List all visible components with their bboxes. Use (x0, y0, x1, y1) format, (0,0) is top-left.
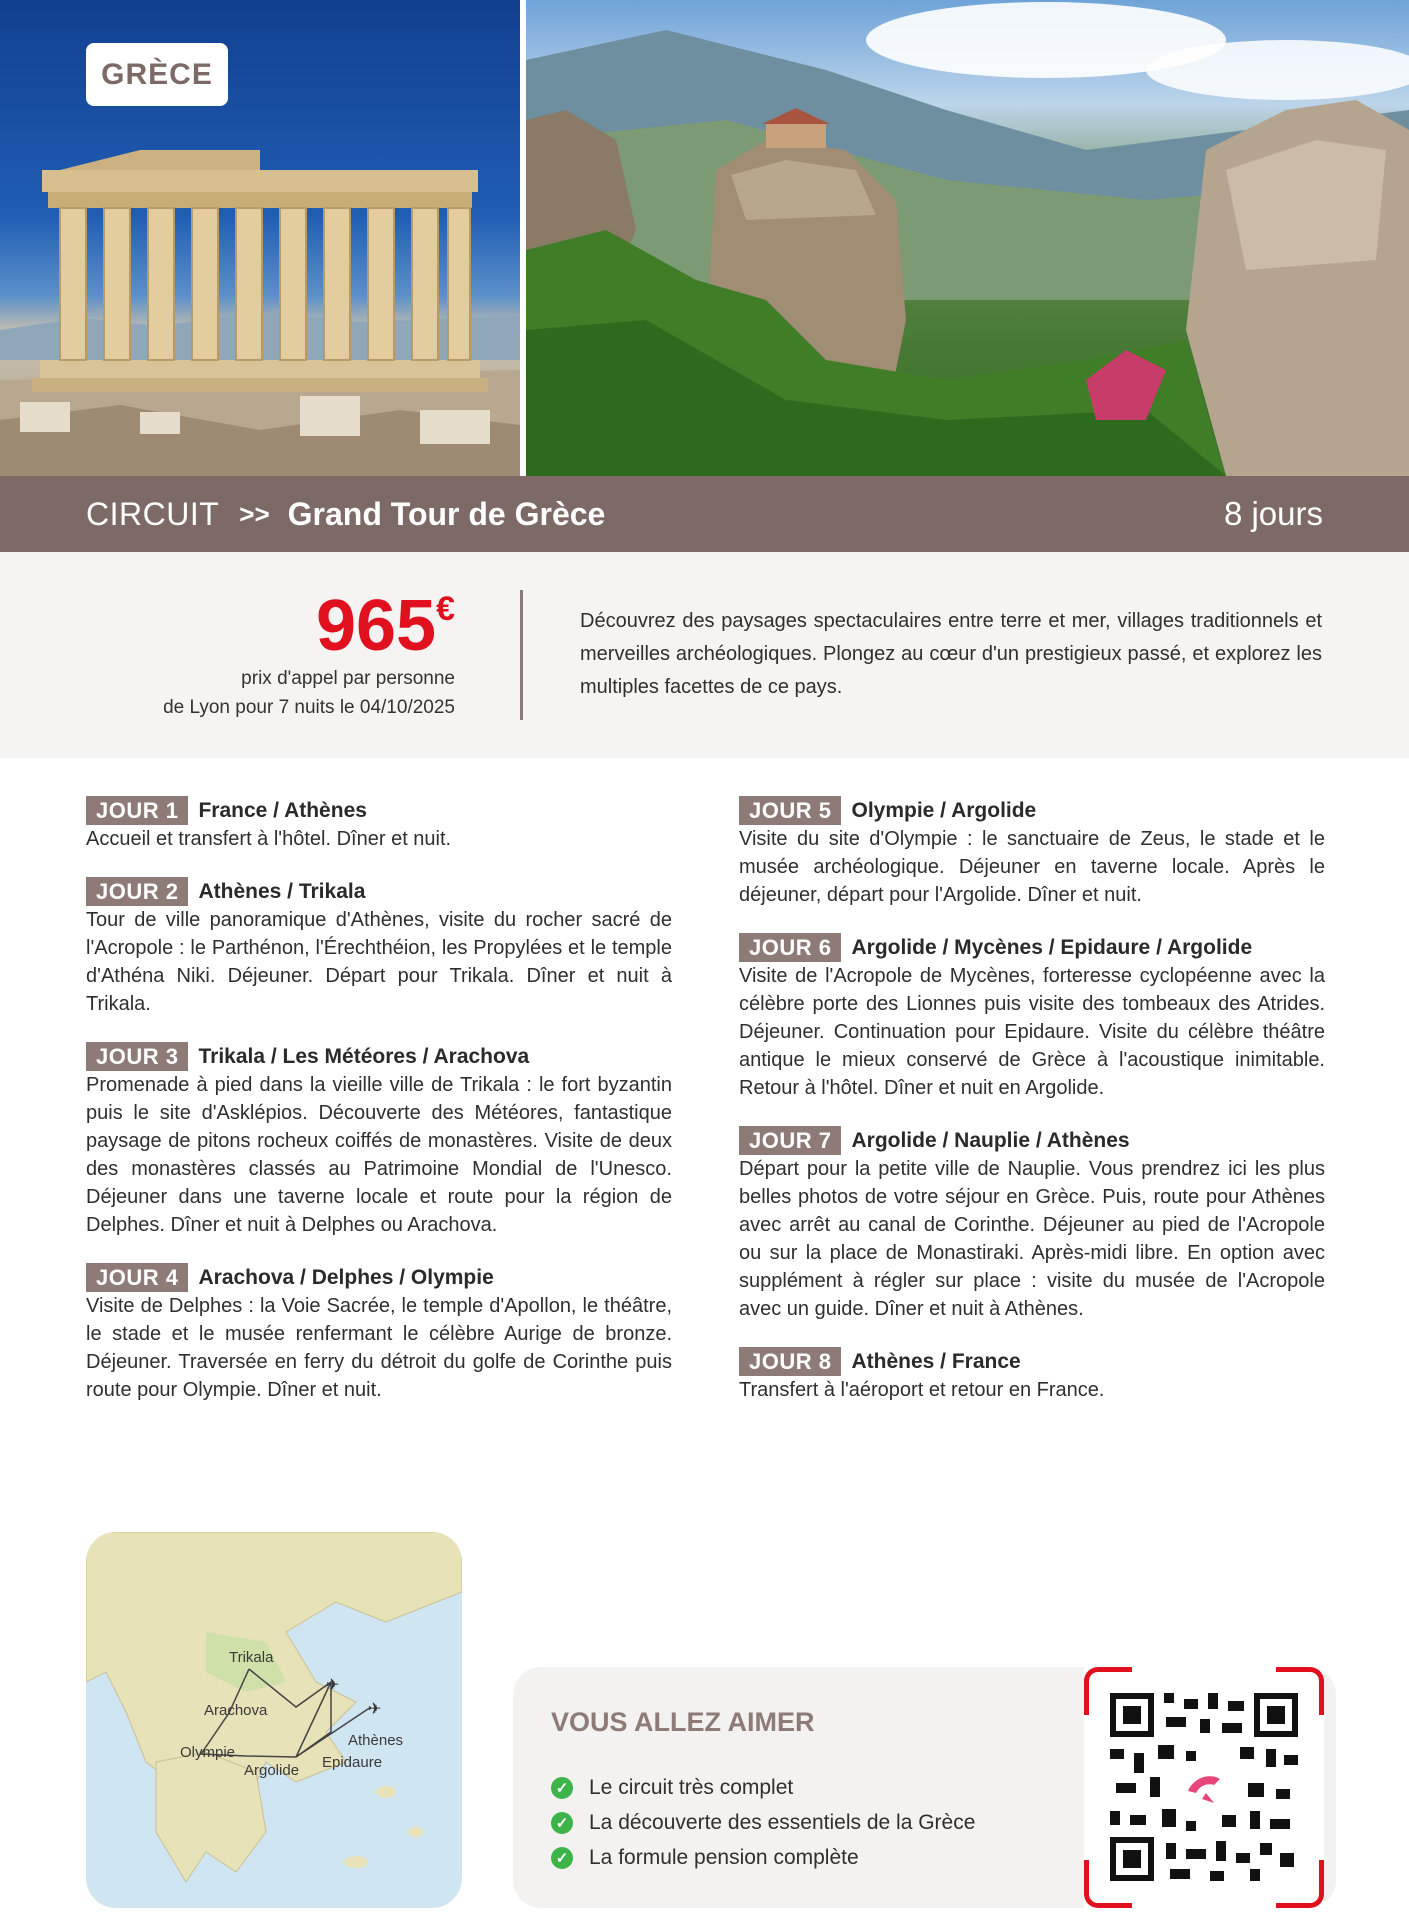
price-note-line1: prix d'appel par personne (241, 668, 455, 689)
meteora-illustration (526, 0, 1409, 476)
day-badge: JOUR 5 (739, 796, 841, 825)
day-3 (86, 1042, 672, 1239)
map-label-arachova: Arachova (204, 1702, 268, 1719)
day-badge: JOUR 2 (86, 877, 188, 906)
day-route: Trikala / Les Météores / Arachova (198, 1044, 530, 1068)
day-description: Visite de l'Acropole de Mycènes, forteresse cyclopéenne avec la célèbre porte des Lionnes puis visite des tombeaux des Atrides. Déjeuner. Continuation pour Epidaure. Visite du célèbre théâtre antique le mieux conservé de Grèce à l'acoustique inimitable. Retour à l'hôtel. Dîner et nuit en Argolide. (739, 965, 1325, 1099)
highlights-list (551, 1770, 975, 1875)
itinerary-left-column (86, 796, 672, 1428)
route-map (86, 1532, 462, 1908)
check-icon: ✓ (551, 1777, 573, 1799)
day-badge: JOUR 4 (86, 1263, 188, 1292)
check-icon: ✓ (551, 1812, 573, 1834)
title-band (0, 476, 1409, 552)
map-label-trikala: Trikala (229, 1649, 274, 1666)
day-7 (739, 1126, 1325, 1323)
day-badge: JOUR 1 (86, 796, 188, 825)
day-description: Promenade à pied dans la vieille ville de Trikala : le fort byzantin puis le site d'Asklépios. Découverte des Météores, fantastique paysage de pitons rocheux coiffés de monastères. Visite de deux des monastères classés au Patrimoine Mondial de l'Unesco. Déjeuner dans une taverne locale et route pour la région de Delphes. Dîner et nuit à Delphes ou Arachova. (86, 1074, 672, 1236)
list-item (551, 1840, 975, 1875)
day-description: Transfert à l'aéroport et retour en France. (739, 1379, 1105, 1401)
price-divider (520, 590, 523, 720)
meteora-photo (526, 0, 1409, 476)
day-8 (739, 1347, 1325, 1404)
map-label-athenes: Athènes (348, 1732, 404, 1749)
day-description: Tour de ville panoramique d'Athènes, visite du rocher sacré de l'Acropole : le Parthénon, l'Érechthéion, les Propylées et le temple d'Athéna Niki. Déjeuner. Départ pour Trikala. Dîner et nuit à Trikala. (86, 909, 672, 1015)
itinerary-right-column (739, 796, 1325, 1428)
tour-title: Grand Tour de Grèce (287, 495, 606, 532)
highlight-text: La découverte des essentiels de la Grèce (589, 1810, 976, 1834)
day-route: Athènes / Trikala (198, 879, 366, 903)
hero-photos (0, 0, 1409, 476)
map-label-epidaure: Epidaure (322, 1754, 383, 1771)
day-badge: JOUR 7 (739, 1126, 841, 1155)
day-route: Athènes / France (851, 1349, 1021, 1373)
day-description: Accueil et transfert à l'hôtel. Dîner et nuit. (86, 828, 452, 850)
list-item (551, 1805, 975, 1840)
day-4 (86, 1263, 672, 1404)
day-6 (739, 933, 1325, 1102)
tour-type: CIRCUIT (86, 495, 220, 532)
check-icon: ✓ (551, 1847, 573, 1869)
highlight-text: Le circuit très complet (589, 1775, 794, 1799)
svg-text:✈: ✈ (368, 1701, 382, 1718)
day-route: Argolide / Nauplie / Athènes (851, 1128, 1130, 1152)
tour-duration: 8 jours (1223, 495, 1323, 532)
price-note (163, 664, 455, 722)
highlights-title: VOUS ALLEZ AIMER (551, 1707, 815, 1737)
day-description: Visite du site d'Olympie : le sanctuaire de Zeus, le stade et le musée archéologique. Déjeuner en taverne locale. Après le déjeuner, départ pour l'Argolide. Dîner et nuit. (739, 828, 1325, 906)
day-badge: JOUR 6 (739, 933, 841, 962)
day-description: Visite de Delphes : la Voie Sacrée, le temple d'Apollon, le théâtre, le stade et le musée renfermant le célèbre Aurige de bronze. Déjeuner. Traversée en ferry du détroit du golfe de Corinthe puis route pour Olympie. Dîner et nuit. (86, 1295, 672, 1401)
parthenon-illustration (0, 0, 520, 476)
day-badge: JOUR 3 (86, 1042, 188, 1071)
price-note-line2: de Lyon pour 7 nuits le 04/10/2025 (163, 697, 455, 718)
svg-text:✈: ✈ (326, 1677, 340, 1694)
day-description: Départ pour la petite ville de Nauplie. Vous prendrez ici les plus belles photos de votre séjour en Grèce. Puis, route pour Athènes avec arrêt au canal de Corinthe. Déjeuner au pied de l'Acropole ou sur la place de Monastiraki. Après-midi libre. En option avec supplément à régler sur place : visite du musée de l'Acropole avec un guide. Dîner et nuit à Athènes. (739, 1158, 1325, 1320)
parthenon-photo (0, 0, 520, 476)
map-label-olympie: Olympie (180, 1744, 236, 1761)
title-arrows: >> (239, 498, 270, 529)
price-amount: 965 (315, 586, 437, 666)
day-badge: JOUR 8 (739, 1347, 841, 1376)
highlight-text: La formule pension complète (589, 1845, 859, 1869)
price-currency: € (436, 590, 455, 628)
map-label-argolide: Argolide (244, 1762, 300, 1779)
intro-text: Découvrez des paysages spectaculaires entre terre et mer, villages traditionnels et merveilles archéologiques. Plongez au cœur d'un prestigieux passé, et explorez les multiples facettes de ce pays. (580, 610, 1322, 698)
day-route: Arachova / Delphes / Olympie (198, 1265, 494, 1289)
country-tag: GRÈCE (86, 43, 228, 106)
day-route: France / Athènes (198, 798, 367, 822)
day-route: Argolide / Mycènes / Epidaure / Argolide (851, 935, 1253, 959)
day-1 (86, 796, 672, 853)
price-value (315, 586, 455, 666)
qr-code[interactable] (1084, 1667, 1324, 1908)
day-5 (739, 796, 1325, 909)
day-route: Olympie / Argolide (851, 798, 1037, 822)
list-item (551, 1770, 975, 1805)
day-2 (86, 877, 672, 1018)
price-band (0, 552, 1409, 758)
qr-pattern-icon (1110, 1693, 1298, 1881)
greece-map-illustration (86, 1532, 462, 1908)
